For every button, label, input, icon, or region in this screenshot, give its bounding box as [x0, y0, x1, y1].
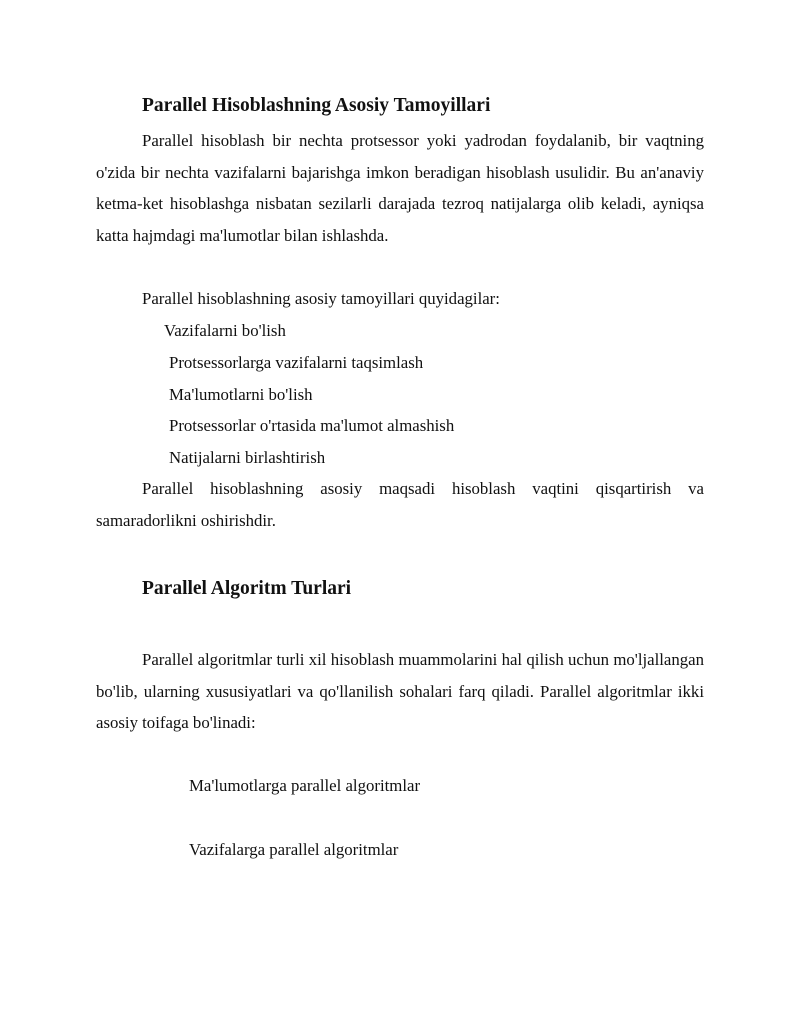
principles-intro: Parallel hisoblashning asosiy tamoyillari quyidagilar:	[142, 289, 500, 308]
principle-item: Protsessorlarga vazifalarni taqsimlash	[169, 353, 424, 372]
algorithms-intro-paragraph: Parallel algoritmlar turli xil hisoblash muammolarini hal qilish uchun mo'ljallangan bo'lib, ularning xususiyatlari va qo'llanilish sohalari farq qiladi. Parallel algoritmlar ikki asosiy toifaga bo'linadi:	[96, 650, 704, 733]
principle-item: Vazifalarni bo'lish	[164, 321, 286, 340]
principle-item: Natijalarni birlashtirish	[169, 448, 326, 467]
section-heading-principles: Parallel Hisoblashning Asosiy Tamoyillari	[142, 95, 491, 116]
principle-item: Ma'lumotlarni bo'lish	[169, 385, 313, 404]
intro-paragraph: Parallel hisoblash bir nechta protsessor yoki yadrodan foydalanib, bir vaqtning o'zida bir nechta vazifalarni bajarishga imkon beradigan hisoblash usulidir. Bu an'anaviy ketma-ket hisoblashga nisbatan sezilarli darajada tezroq natijalarga olib keladi, ayniqsa katta hajmdagi ma'lumotlar bilan ishlashda.	[96, 131, 704, 246]
goal-paragraph: Parallel hisoblashning asosiy maqsadi hisoblash vaqtini qisqartirish va samaradorlikni oshirishdir.	[96, 479, 704, 530]
category-item: Vazifalarga parallel algoritmlar	[189, 840, 399, 859]
section-heading-algorithm-types: Parallel Algoritm Turlari	[142, 578, 352, 599]
category-item: Ma'lumotlarga parallel algoritmlar	[189, 776, 421, 795]
principle-item: Protsessorlar o'rtasida ma'lumot almashish	[169, 416, 455, 435]
